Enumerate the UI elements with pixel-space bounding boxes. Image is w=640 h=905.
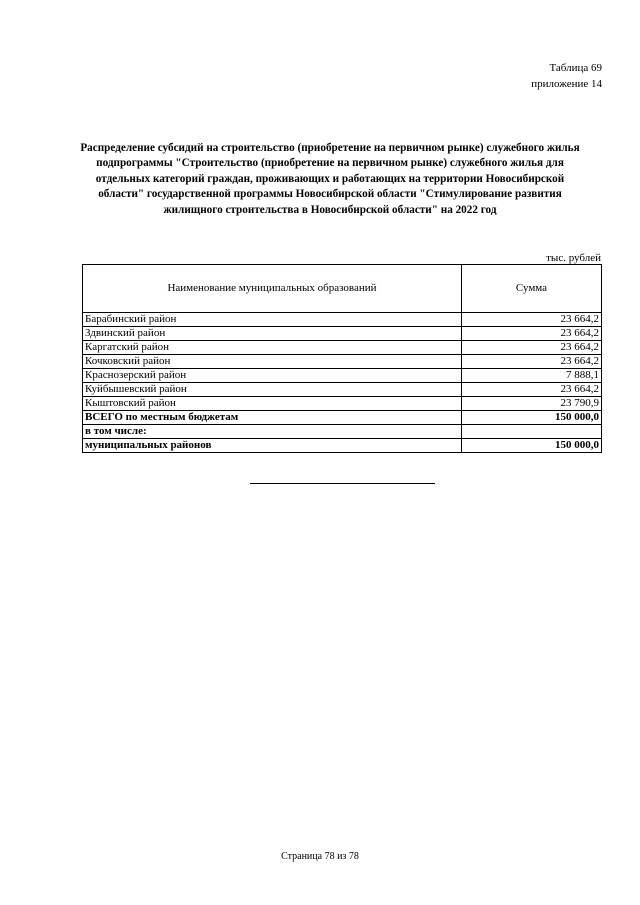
municipal-row (83, 439, 602, 453)
units-label: тыс. рублей (546, 252, 601, 264)
district-name: Каргатский район (83, 341, 462, 355)
table-row (83, 355, 602, 369)
municipal-label: муниципальных районов (83, 439, 462, 453)
district-name: Здвинский район (83, 327, 462, 341)
table-header-row (83, 265, 602, 313)
district-name: Кочковский район (83, 355, 462, 369)
table-row (83, 327, 602, 341)
district-sum: 23 664,2 (462, 341, 602, 355)
table-row (83, 369, 602, 383)
district-sum: 23 664,2 (462, 313, 602, 327)
district-sum: 23 664,2 (462, 355, 602, 369)
total-row (83, 411, 602, 425)
district-sum: 7 888,1 (462, 369, 602, 383)
total-sum: 150 000,0 (462, 411, 602, 425)
including-row (83, 425, 602, 439)
table-row (83, 313, 602, 327)
district-name: Краснозерский район (83, 369, 462, 383)
header-labels (531, 60, 602, 92)
district-name: Кыштовский район (83, 397, 462, 411)
table-row (83, 383, 602, 397)
document-title: Распределение субсидий на строительство (приобретение на первичном рынке) служебного жилья подпрограммы "Строительство (приобретение на первичном рынке) служебного жилья для отдельных категорий граждан, проживающих и работающих на территории Новосибирской области" государственной программы Новосибирской области "Стимулирование развития жилищного строительства в Новосибирской области" на 2022 год (80, 142, 580, 216)
total-label: ВСЕГО по местным бюджетам (83, 411, 462, 425)
district-sum: 23 790,9 (462, 397, 602, 411)
table-row (83, 341, 602, 355)
district-name: Барабинский район (83, 313, 462, 327)
page-number: Страница 78 из 78 (281, 851, 359, 862)
including-empty-cell (462, 425, 602, 439)
district-sum: 23 664,2 (462, 327, 602, 341)
column-header-name: Наименование муниципальных образований (83, 265, 462, 313)
table-row (83, 397, 602, 411)
separator-line (250, 483, 435, 484)
column-header-sum: Сумма (462, 265, 602, 313)
municipal-sum: 150 000,0 (462, 439, 602, 453)
subsidy-table (82, 264, 602, 453)
including-label: в том числе: (83, 425, 462, 439)
table-number-label: Таблица 69 (549, 62, 602, 74)
district-name: Куйбышевский район (83, 383, 462, 397)
appendix-label: приложение 14 (531, 78, 602, 90)
district-sum: 23 664,2 (462, 383, 602, 397)
